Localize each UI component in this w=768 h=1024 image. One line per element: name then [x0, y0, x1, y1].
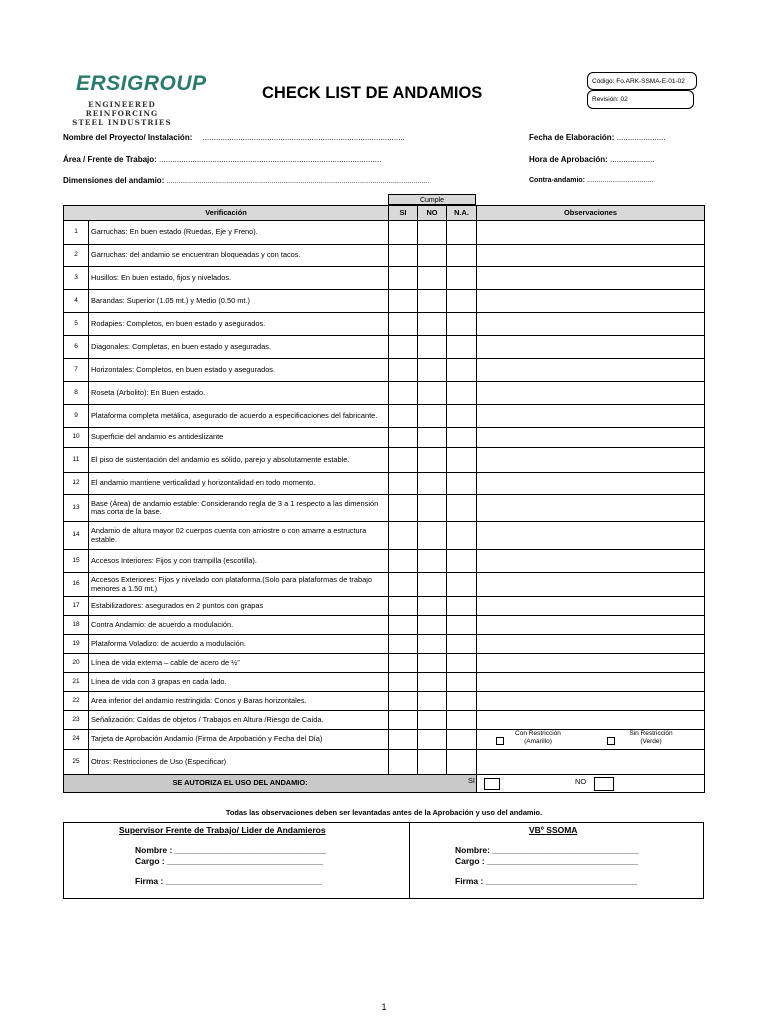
row-verificacion: Plataforma completa metálica, asegurado de acuerdo a especificaciones del fabricante.	[89, 405, 389, 428]
row-verificacion: Estabilizadores: asegurados en 2 puntos con grapas	[89, 597, 389, 616]
code-value: Fo.ARK-SSMA-E-01-02	[616, 78, 685, 85]
table-row	[64, 473, 705, 495]
row-no-cell[interactable]	[418, 428, 447, 448]
row-si-cell[interactable]	[389, 448, 418, 473]
row-observaciones-cell[interactable]	[477, 221, 705, 245]
table-row	[64, 692, 705, 711]
table-row	[64, 382, 705, 405]
row-observaciones-cell[interactable]	[477, 495, 705, 522]
row-number: 9	[64, 405, 89, 428]
row-na-cell[interactable]	[447, 336, 477, 359]
table-row	[64, 635, 705, 654]
row-no-cell[interactable]	[418, 616, 447, 635]
row-no-cell[interactable]	[418, 221, 447, 245]
area-label: Área / Frente de Trabajo:	[63, 155, 157, 164]
row-verificacion: Línea de vida externa – cable de acero de ½”	[89, 654, 389, 673]
signature-left-firma[interactable]: Firma : _________________________________	[135, 876, 322, 886]
row-verificacion: Garruchas: En buen estado (Ruedas, Eje y Freno).	[89, 221, 389, 245]
table-row	[64, 616, 705, 635]
page-number: 1	[381, 1002, 387, 1012]
row-na-cell[interactable]	[447, 654, 477, 673]
row-number: 13	[64, 495, 89, 522]
row-number: 4	[64, 290, 89, 313]
row-na-cell[interactable]	[447, 495, 477, 522]
signature-right-firma[interactable]: Firma : ________________________________	[455, 876, 637, 886]
table-row	[64, 750, 705, 775]
company-logo: ERSIGROUP	[76, 72, 207, 95]
project-value: ...........................................................................................	[202, 133, 405, 142]
row-no-cell[interactable]	[418, 522, 447, 550]
row-no-cell[interactable]	[418, 635, 447, 654]
row-observaciones-cell[interactable]	[477, 635, 705, 654]
row-si-cell[interactable]	[389, 673, 418, 692]
date-label: Fecha de Elaboración:	[529, 133, 615, 142]
row-number: 19	[64, 635, 89, 654]
table-row	[64, 290, 705, 313]
row-si-cell[interactable]	[389, 267, 418, 290]
row-observaciones-cell[interactable]	[477, 692, 705, 711]
row-observaciones-cell[interactable]	[477, 654, 705, 673]
row-number: 7	[64, 359, 89, 382]
row-si-cell[interactable]	[389, 290, 418, 313]
authorize-cell	[64, 775, 477, 793]
row-number: 20	[64, 654, 89, 673]
row-verificacion: Base (Área) de andamio estable: Considerando regla de 3 a 1 respecto a las dimensión mas corta de la base.	[89, 495, 389, 522]
row-number: 25	[64, 750, 89, 775]
row-number: 16	[64, 573, 89, 597]
hour-label: Hora de Aprobación:	[529, 155, 608, 164]
row-no-cell[interactable]	[418, 359, 447, 382]
row-observaciones-cell[interactable]	[477, 473, 705, 495]
signature-right-nombre[interactable]: Nombre: _______________________________	[455, 845, 639, 855]
revision-value: 02	[620, 96, 628, 103]
table-row	[64, 336, 705, 359]
dimensions-field[interactable]	[63, 176, 429, 185]
row-verificacion: Accesos Interiores: Fijos y con trampilla (escotilla).	[89, 550, 389, 573]
row-si-cell[interactable]	[389, 750, 418, 775]
table-row	[64, 245, 705, 267]
logo-subtitle-line2: STEEL INDUSTRIES	[72, 118, 172, 127]
signature-left-cargo[interactable]: Cargo : _________________________________	[135, 856, 324, 866]
row-verificacion: Horizontales: Completos, en buen estado y asegurados.	[89, 359, 389, 382]
table-row	[64, 550, 705, 573]
row-no-cell[interactable]	[418, 711, 447, 730]
row-observaciones-cell[interactable]	[477, 711, 705, 730]
table-row	[64, 654, 705, 673]
con-restriccion-line2: (Amarillo)	[524, 737, 552, 745]
row-verificacion: Diagonales: Completas, en buen estado y aseguradas.	[89, 336, 389, 359]
table-header-row	[64, 206, 705, 221]
row-no-cell[interactable]	[418, 473, 447, 495]
project-field[interactable]	[63, 133, 405, 142]
row-verificacion: Area inferior del andamio restringida: Conos y Baras horizontales.	[89, 692, 389, 711]
logo-subtitle-line1: ENGINEERED REINFORCING	[85, 100, 159, 118]
dimensions-value: .......................................................................................................................................	[166, 178, 430, 185]
table-row	[64, 730, 705, 750]
row-na-cell[interactable]	[447, 616, 477, 635]
row-observaciones-cell[interactable]	[477, 573, 705, 597]
row-na-cell[interactable]	[447, 522, 477, 550]
row-verificacion: Garruchas: del andamio se encuentran bloqueadas y con tacos.	[89, 245, 389, 267]
row-number: 5	[64, 313, 89, 336]
row-na-cell[interactable]	[447, 597, 477, 616]
code-box	[587, 72, 697, 90]
row-si-cell[interactable]	[389, 573, 418, 597]
row-number: 17	[64, 597, 89, 616]
row-no-cell[interactable]	[418, 448, 447, 473]
row-number: 14	[64, 522, 89, 550]
row-na-cell[interactable]	[447, 673, 477, 692]
row-no-cell[interactable]	[418, 382, 447, 405]
signature-divider	[409, 822, 410, 899]
signature-right-cargo[interactable]: Cargo : ________________________________	[455, 856, 639, 866]
contra-label: Contra-andamio:	[529, 177, 585, 184]
row-verificacion: Señalización: Caídas de objetos / Trabajos en Altura /Riesgo de Caída.	[89, 711, 389, 730]
row-si-cell[interactable]	[389, 616, 418, 635]
row-observaciones-cell[interactable]	[477, 382, 705, 405]
row-no-cell[interactable]	[418, 654, 447, 673]
row-si-cell[interactable]	[389, 313, 418, 336]
checklist-table	[63, 205, 705, 793]
row-verificacion: Línea de vida con 3 grapas en cada lado.	[89, 673, 389, 692]
project-label: Nombre del Proyecto/ Instalación:	[63, 133, 193, 142]
authorize-no-cell	[477, 775, 705, 793]
row-no-cell[interactable]	[418, 730, 447, 750]
row-si-cell[interactable]	[389, 597, 418, 616]
sin-restriccion-line2: (Verde)	[640, 737, 662, 745]
code-label: Código:	[592, 78, 615, 85]
row-observaciones-cell[interactable]	[477, 673, 705, 692]
row-verificacion: Rodapies: Completos, en buen estado y asegurados.	[89, 313, 389, 336]
dimensions-label: Dimensiones del andamio:	[63, 176, 165, 185]
row-verificacion: Barandas: Superior (1.05 mt.) y Medio (0.50 mt.)	[89, 290, 389, 313]
con-restriccion-label	[507, 730, 569, 745]
row-number: 12	[64, 473, 89, 495]
row-number: 15	[64, 550, 89, 573]
row-verificacion: Otros: Restricciones de Uso (Especificar)	[89, 750, 389, 775]
row-observaciones-cell[interactable]	[477, 750, 705, 775]
row-si-cell[interactable]	[389, 428, 418, 448]
table-row	[64, 448, 705, 473]
area-value: ....................................................................................................	[159, 155, 382, 164]
row-observaciones-cell[interactable]	[477, 405, 705, 428]
row-verificacion: Andamio de altura mayor 02 cuerpos cuenta con arriostre o con amarre a estructura estable.	[89, 522, 389, 550]
row-na-cell[interactable]	[447, 473, 477, 495]
signature-left-nombre[interactable]: Nombre : ________________________________	[135, 845, 326, 855]
row-number: 1	[64, 221, 89, 245]
row-na-cell[interactable]	[447, 550, 477, 573]
table-row	[64, 597, 705, 616]
row-si-cell[interactable]	[389, 692, 418, 711]
row-number: 11	[64, 448, 89, 473]
authorize-si-label: SI	[468, 776, 475, 785]
row-na-cell[interactable]	[447, 730, 477, 750]
cumple-header: Cumple	[388, 194, 476, 205]
contra-value: ..................................	[586, 177, 654, 184]
row-na-cell[interactable]	[447, 221, 477, 245]
row-si-cell[interactable]	[389, 522, 418, 550]
row-verificacion: El andamio mantiene verticalidad y horizontalidad en todo momento.	[89, 473, 389, 495]
row-na-cell[interactable]	[447, 692, 477, 711]
row-verificacion: Contra Andamio: de acuerdo a modulación.	[89, 616, 389, 635]
table-row	[64, 313, 705, 336]
con-restriccion-line1: Con Restricción	[515, 730, 561, 737]
signature-left-title: Supervisor Frente de Trabajo/ Lider de Andamieros	[119, 825, 326, 835]
row-number: 2	[64, 245, 89, 267]
row-no-cell[interactable]	[418, 290, 447, 313]
authorize-no-checkbox[interactable]	[594, 777, 614, 791]
date-field[interactable]	[529, 133, 666, 142]
row-verificacion: Accesos Exteriores: Fijos y nivelado con plataforma.(Solo para plataformas de trabajo menores a 1.50 mt.)	[89, 573, 389, 597]
area-field[interactable]	[63, 155, 381, 164]
row-observaciones-cell[interactable]	[477, 245, 705, 267]
page-title: CHECK LIST DE ANDAMIOS	[262, 84, 483, 102]
row-no-cell[interactable]	[418, 336, 447, 359]
row-number: 6	[64, 336, 89, 359]
row-si-cell[interactable]	[389, 221, 418, 245]
row-number: 22	[64, 692, 89, 711]
row-na-cell[interactable]	[447, 382, 477, 405]
row-observaciones-cell[interactable]	[477, 597, 705, 616]
header-no: NO	[418, 206, 447, 221]
row-na-cell[interactable]	[447, 267, 477, 290]
row-na-cell[interactable]	[447, 405, 477, 428]
revision-label: Revisión:	[592, 96, 619, 103]
table-row	[64, 673, 705, 692]
row-verificacion: Husillos: En buen estado, fijos y nivelados.	[89, 267, 389, 290]
row-si-cell[interactable]	[389, 730, 418, 750]
row-na-cell[interactable]	[447, 750, 477, 775]
row-no-cell[interactable]	[418, 573, 447, 597]
row-observaciones-cell[interactable]	[477, 616, 705, 635]
row-number: 8	[64, 382, 89, 405]
row-si-cell[interactable]	[389, 635, 418, 654]
row-no-cell[interactable]	[418, 313, 447, 336]
authorize-row	[64, 775, 705, 793]
revision-box	[587, 90, 694, 109]
row-observaciones-cell[interactable]	[477, 522, 705, 550]
row-observaciones-cell[interactable]	[477, 448, 705, 473]
table-row	[64, 711, 705, 730]
authorize-no-label: NO	[575, 777, 587, 786]
row-verificacion: Roseta (Arbolito): En Buen estado.	[89, 382, 389, 405]
row-observaciones-cell[interactable]	[477, 336, 705, 359]
row-observaciones-cell[interactable]	[477, 267, 705, 290]
row-si-cell[interactable]	[389, 550, 418, 573]
row-verificacion: El piso de sustentación del andamio es sólido, parejo y absolutamente estable.	[89, 448, 389, 473]
sin-restriccion-checkbox[interactable]	[607, 737, 615, 745]
row-observaciones-cell[interactable]	[477, 730, 705, 750]
table-row	[64, 428, 705, 448]
row-na-cell[interactable]	[447, 448, 477, 473]
row-observaciones-cell[interactable]	[477, 359, 705, 382]
hour-field[interactable]	[529, 155, 655, 164]
row-si-cell[interactable]	[389, 495, 418, 522]
row-number: 23	[64, 711, 89, 730]
table-row	[64, 359, 705, 382]
row-number: 21	[64, 673, 89, 692]
header-si: SI	[389, 206, 418, 221]
row-no-cell[interactable]	[418, 495, 447, 522]
row-observaciones-cell[interactable]	[477, 428, 705, 448]
row-no-cell[interactable]	[418, 550, 447, 573]
row-number: 24	[64, 730, 89, 750]
row-number: 18	[64, 616, 89, 635]
row-na-cell[interactable]	[447, 359, 477, 382]
table-row	[64, 267, 705, 290]
row-number: 10	[64, 428, 89, 448]
table-row	[64, 405, 705, 428]
row-si-cell[interactable]	[389, 336, 418, 359]
row-no-cell[interactable]	[418, 673, 447, 692]
header-observaciones: Observaciones	[477, 206, 705, 221]
row-observaciones-cell[interactable]	[477, 313, 705, 336]
row-si-cell[interactable]	[389, 654, 418, 673]
row-no-cell[interactable]	[418, 597, 447, 616]
row-na-cell[interactable]	[447, 711, 477, 730]
row-si-cell[interactable]	[389, 473, 418, 495]
table-row	[64, 573, 705, 597]
row-na-cell[interactable]	[447, 635, 477, 654]
table-row	[64, 495, 705, 522]
header-verificacion: Verificación	[64, 206, 389, 221]
row-si-cell[interactable]	[389, 405, 418, 428]
row-na-cell[interactable]	[447, 245, 477, 267]
row-observaciones-cell[interactable]	[477, 550, 705, 573]
authorize-label: SE AUTORIZA EL USO DEL ANDAMIO:	[172, 778, 308, 788]
row-si-cell[interactable]	[389, 245, 418, 267]
row-observaciones-cell[interactable]	[477, 290, 705, 313]
con-restriccion-checkbox[interactable]	[496, 737, 504, 745]
row-verificacion: Plataforma Voladizo: de acuerdo a modulación.	[89, 635, 389, 654]
sin-restriccion-line1: Sin Restricción	[629, 730, 673, 737]
row-no-cell[interactable]	[418, 750, 447, 775]
row-na-cell[interactable]	[447, 428, 477, 448]
row-na-cell[interactable]	[447, 573, 477, 597]
row-verificacion: Tarjeta de Aprobación Andamio (Firma de Arpobación y Fecha del Día)	[89, 730, 389, 750]
row-na-cell[interactable]	[447, 313, 477, 336]
row-no-cell[interactable]	[418, 267, 447, 290]
row-no-cell[interactable]	[418, 405, 447, 428]
signature-right-title: VBº SSOMA	[529, 825, 578, 835]
date-value: ......................	[616, 133, 666, 142]
sin-restriccion-label	[621, 730, 681, 745]
hour-value: ....................	[610, 155, 655, 164]
company-logo-subtitle	[70, 100, 174, 127]
table-row	[64, 522, 705, 550]
row-na-cell[interactable]	[447, 290, 477, 313]
table-row	[64, 221, 705, 245]
header-na: N.A.	[447, 206, 477, 221]
row-verificacion: Superficie del andamio es antideslizante	[89, 428, 389, 448]
row-no-cell[interactable]	[418, 245, 447, 267]
row-si-cell[interactable]	[389, 382, 418, 405]
row-si-cell[interactable]	[389, 711, 418, 730]
row-number: 3	[64, 267, 89, 290]
observations-note: Todas las observaciones deben ser levantadas antes de la Aprobación y uso del andamio.	[225, 808, 543, 817]
row-si-cell[interactable]	[389, 359, 418, 382]
row-no-cell[interactable]	[418, 692, 447, 711]
contra-field[interactable]	[529, 177, 653, 184]
